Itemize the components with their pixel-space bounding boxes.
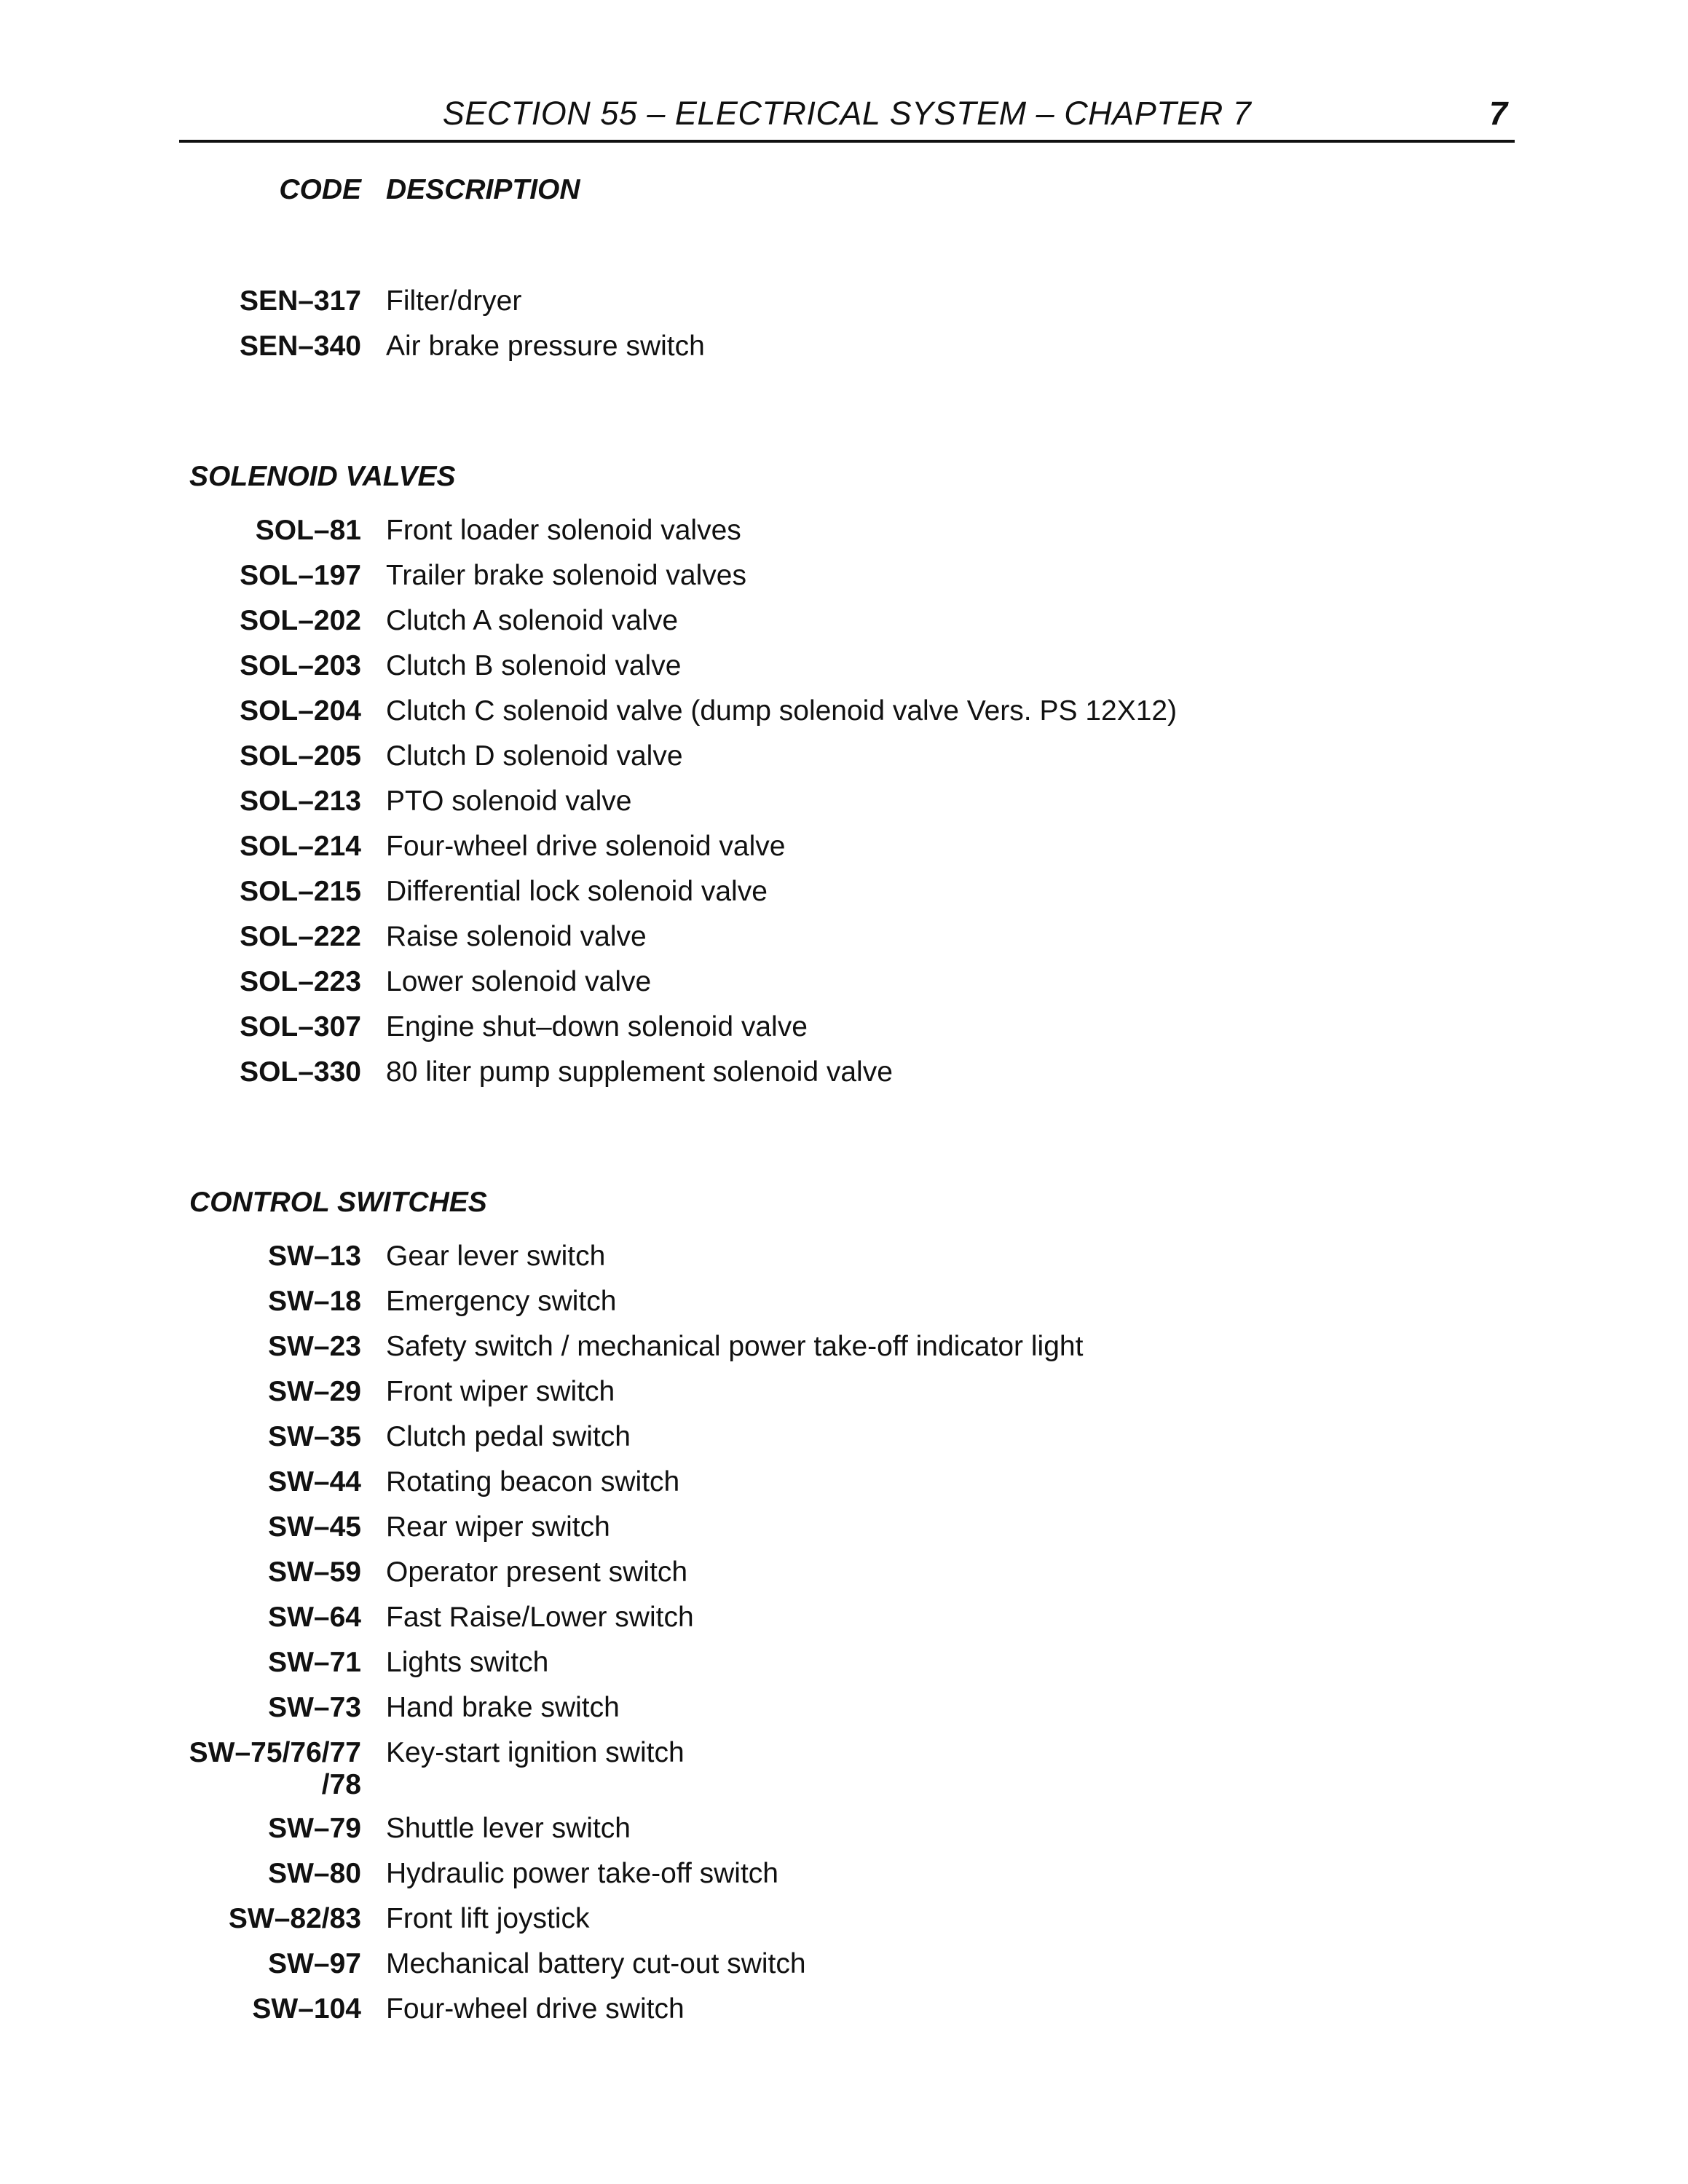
item-code: SOL–307 xyxy=(240,1011,361,1042)
item-code: SW–64 xyxy=(268,1602,361,1633)
item-code: SW–59 xyxy=(268,1556,361,1588)
item-code: SEN–317 xyxy=(240,285,361,317)
item-description: Clutch D solenoid valve xyxy=(386,740,683,772)
item-code: SW–44 xyxy=(268,1466,361,1497)
item-description: Rear wiper switch xyxy=(386,1511,610,1543)
item-code: SW–71 xyxy=(268,1647,361,1678)
item-description: Lights switch xyxy=(386,1647,549,1678)
page-header xyxy=(179,93,1515,143)
item-code: SOL–214 xyxy=(240,831,361,862)
item-description: Key-start ignition switch xyxy=(386,1737,685,1768)
item-description: 80 liter pump supplement solenoid valve xyxy=(386,1056,893,1088)
item-code: SOL–81 xyxy=(255,515,361,546)
item-description: Clutch pedal switch xyxy=(386,1421,631,1452)
item-description: Clutch A solenoid valve xyxy=(386,605,679,636)
item-description: Four-wheel drive solenoid valve xyxy=(386,831,786,862)
item-code: SOL–222 xyxy=(240,921,361,952)
item-description: Mechanical battery cut-out switch xyxy=(386,1948,806,1979)
item-description: Four-wheel drive switch xyxy=(386,1993,685,2025)
item-description: Differential lock solenoid valve xyxy=(386,876,768,907)
item-code: SOL–213 xyxy=(240,786,361,817)
item-description: Emergency switch xyxy=(386,1286,617,1317)
item-description: Safety switch / mechanical power take-off indicator light xyxy=(386,1331,1084,1362)
item-description: Rotating beacon switch xyxy=(386,1466,680,1497)
item-description: Raise solenoid valve xyxy=(386,921,647,952)
page-title: SECTION 55 – ELECTRICAL SYSTEM – CHAPTER 7 xyxy=(442,95,1252,132)
item-description: Front loader solenoid valves xyxy=(386,515,741,546)
item-description: Clutch B solenoid valve xyxy=(386,650,682,681)
item-description: Lower solenoid valve xyxy=(386,966,652,997)
item-description: Shuttle lever switch xyxy=(386,1813,631,1844)
item-code: SW–45 xyxy=(268,1511,361,1543)
item-code: SW–18 xyxy=(268,1286,361,1317)
description-column-header: DESCRIPTION xyxy=(386,174,580,205)
item-code: SW–35 xyxy=(268,1421,361,1452)
item-code: SOL–203 xyxy=(240,650,361,681)
item-code: SW–79 xyxy=(268,1813,361,1844)
item-code: SW–29 xyxy=(268,1376,361,1407)
item-description: Fast Raise/Lower switch xyxy=(386,1602,694,1633)
item-code: SOL–215 xyxy=(240,876,361,907)
item-description: Clutch C solenoid valve (dump solenoid valve Vers. PS 12X12) xyxy=(386,695,1178,727)
item-description: Filter/dryer xyxy=(386,285,522,317)
item-code: SOL–205 xyxy=(240,740,361,772)
item-code: SOL–197 xyxy=(240,560,361,591)
item-description: Engine shut–down solenoid valve xyxy=(386,1011,808,1042)
page-number: 7 xyxy=(1488,95,1507,132)
item-description: Air brake pressure switch xyxy=(386,331,705,362)
item-code: SW–97 xyxy=(268,1948,361,1979)
item-description: Hand brake switch xyxy=(386,1692,620,1723)
item-code: SW–23 xyxy=(268,1331,361,1362)
item-code: SW–13 xyxy=(268,1241,361,1272)
item-description: Gear lever switch xyxy=(386,1241,606,1272)
item-description: Operator present switch xyxy=(386,1556,688,1588)
item-code: SOL–202 xyxy=(240,605,361,636)
item-code: SEN–340 xyxy=(240,331,361,362)
item-code: SOL–223 xyxy=(240,966,361,997)
item-code: SW–73 xyxy=(268,1692,361,1723)
item-code: SW–82/83 xyxy=(228,1903,361,1934)
section-title-solenoid-valves: SOLENOID VALVES xyxy=(189,461,456,492)
item-description: Trailer brake solenoid valves xyxy=(386,560,746,591)
item-description: Front wiper switch xyxy=(386,1376,615,1407)
section-title-control-switches: CONTROL SWITCHES xyxy=(189,1187,487,1218)
item-code: SOL–204 xyxy=(240,695,361,727)
item-code: SW–104 xyxy=(252,1993,361,2025)
code-column-header: CODE xyxy=(279,174,361,205)
item-description: Front lift joystick xyxy=(386,1903,590,1934)
item-description: Hydraulic power take-off switch xyxy=(386,1858,778,1889)
item-code: SW–80 xyxy=(268,1858,361,1889)
item-code: SW–75/76/77 /78 xyxy=(189,1737,361,1800)
item-code: SOL–330 xyxy=(240,1056,361,1088)
item-description: PTO solenoid valve xyxy=(386,786,632,817)
